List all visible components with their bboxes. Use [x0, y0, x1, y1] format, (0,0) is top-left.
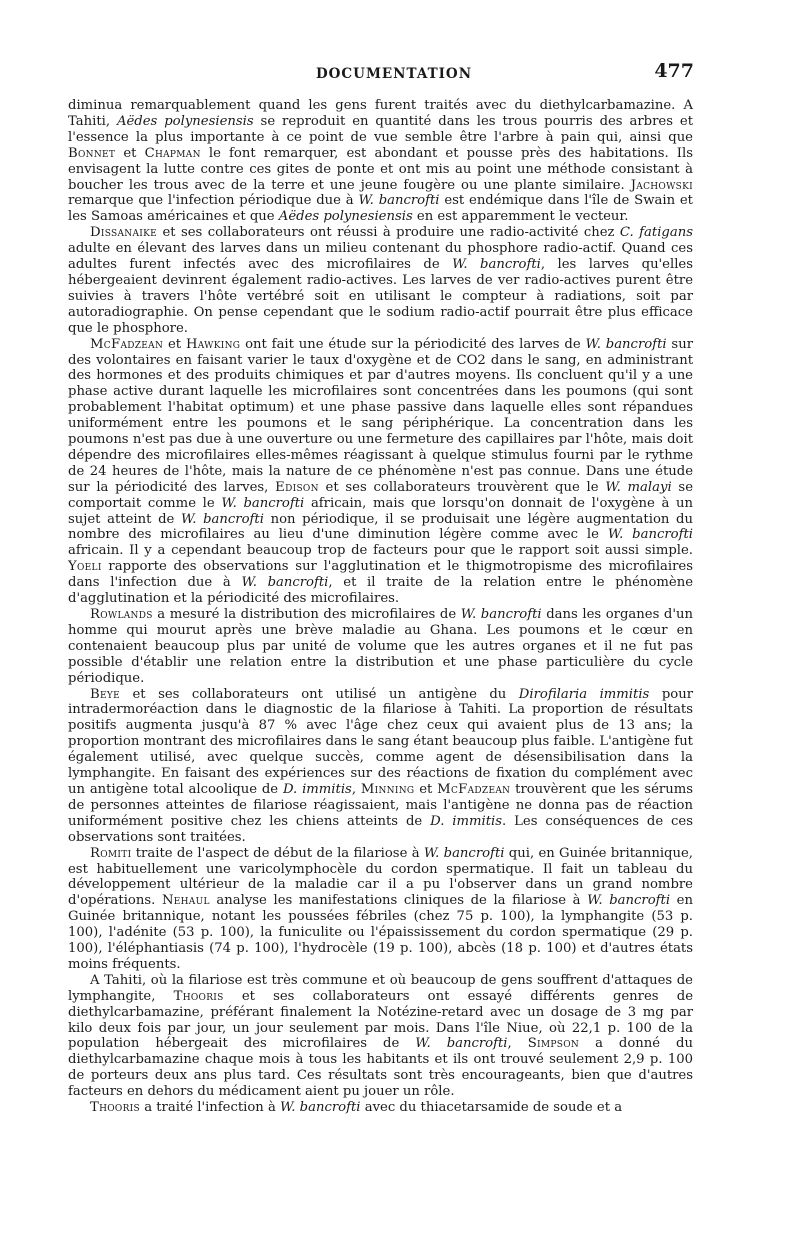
text-run: ,: [351, 781, 361, 797]
species-name: Dirofilaria immitis: [518, 686, 650, 702]
text-run: traite de l'aspect de début de la filariose à: [131, 845, 424, 861]
paragraph: [68, 846, 693, 973]
text-run: remarque que l'infection périodique due à: [68, 193, 359, 209]
species-name: W. bancrofti: [587, 893, 671, 909]
species-name: W. bancrofti: [460, 607, 542, 622]
paragraph: [68, 337, 693, 607]
paragraph: [68, 98, 693, 225]
page-number: 477: [654, 60, 694, 82]
species-name: W. malayi: [605, 479, 672, 495]
text-run: en Guinée britannique, notant les poussées fébriles (chez 75 p. 100), la lymphangite (53 p. 100), l'adénite (53 p. 100), la funiculite ou l'épaississement du cordon spermatique (29 p. 100), l'éléphantiasis (74 p. 100), l'hydrocèle (19 p. 100), abcès (18 p. 100) et d'autres états moins fréquents.: [68, 893, 693, 972]
author-name: Beye: [90, 686, 120, 702]
text-run: et ses collaborateurs ont essayé différents genres de diethylcarbamazine, préférant finalement la Notézine-retard avec un dosage de 3 mg par kilo deux fois par jour, un jour seulement par mois. Dans l'île Niue, où 22,1 p. 100 de la population hébergeait des microfilaires de: [68, 988, 693, 1052]
author-name: Thooris: [90, 1100, 140, 1116]
author-name: Rowlands: [90, 607, 153, 622]
text-run: en est apparemment le vecteur.: [412, 209, 629, 225]
species-name: W. bancrofti: [280, 1100, 361, 1116]
species-name: Aëdes polynesiensis: [116, 113, 254, 129]
text-run: et ses collaborateurs ont réussi à produire une radio-activité chez: [157, 225, 620, 241]
author-name: Jachowski: [630, 177, 693, 193]
text-run: a traité l'infection à: [140, 1100, 281, 1116]
author-name: Minning: [360, 781, 415, 797]
text-run: , et il traite de la relation entre le phénomène d'agglutination et la périodicité des microfilaires.: [68, 575, 693, 607]
text-run: non périodique, il se produisait une légère augmentation du nombre des microfilaires au lieu d'une diminution légère comme avec le: [68, 511, 693, 543]
species-name: D. immitis: [430, 813, 503, 829]
paragraph: [68, 1100, 693, 1116]
paragraph: [68, 973, 693, 1100]
text-run: se reproduit en quantité dans les trous pourris des arbres et l'essence la plus importante à ce point de vue semble être l'arbre à pain qui, ainsi que: [68, 113, 694, 145]
text-run: africain, mais que lorsqu'on donnait de l'oxygène à un sujet atteint de: [68, 495, 694, 527]
author-name: Edison: [275, 479, 319, 495]
author-name: McFadzean: [437, 781, 511, 797]
author-name: Chapman: [144, 145, 201, 161]
author-name: Yoeli: [68, 559, 102, 575]
text-run: et: [414, 781, 438, 797]
text-run: sur des volontaires en faisant varier le taux d'oxygène et de CO2 dans le sang, en administrant des hormones et des produits chimiques et par d'autres moyens. Ils concluent qu'il y a une phase active durant laquelle les microfilaires sont concentrées dans les poumons (qui sont probablement l'habitat optimum) et une phase passive dans laquelle elles sont répandues uniformément entre les poumons et le sang périphérique. La concentration dans les poumons n'est pas due à une ouverture ou une fermeture des capillaires par l'hôte, mais doit dépendre des microfilaires elles-mêmes réagissant à quelque stimulus fourni par le rythme de 24 heures de l'hôte, mais la nature de ce phénomène n'est pas connue. Dans une étude sur la périodicité des larves,: [68, 336, 693, 495]
paragraph: [68, 687, 693, 846]
text-run: a donné du diethylcarbamazine chaque mois à tous les habitants et ils ont trouvé seulement 2,9 p. 100 de porteurs deux ans plus tard. Ces résultats sont très encourageants, bien que d'autres facteurs en dehors du médicament aient pu jouer un rôle.: [68, 1036, 693, 1100]
author-name: Simpson: [527, 1036, 580, 1052]
species-name: W. bancrofti: [452, 257, 541, 273]
text-run: le font remarquer, est abondant et pousse près des habitations. Ils envisagent la lutte contre ces gites de ponte et ont mis au point une méthode consistant à boucher les trous avec de la terre et une jeune fougère ou une plante similaire.: [68, 145, 693, 193]
text-run: et: [115, 145, 145, 161]
author-name: Romiti: [90, 845, 132, 861]
paragraph: [68, 607, 693, 687]
text-run: a mesuré la distribution des microfilaires de: [152, 607, 461, 622]
species-name: W. bancrofti: [221, 495, 305, 511]
text-run: avec du thiacetarsamide de soude et a: [360, 1100, 623, 1116]
text-run: et: [163, 336, 186, 352]
species-name: W. bancrofti: [585, 336, 667, 352]
species-name: C. fatigans: [619, 225, 693, 241]
text-run: ont fait une étude sur la périodicité des larves de: [240, 336, 586, 352]
text-run: se comportait comme le: [68, 479, 694, 511]
text-run: A Tahiti, où la filariose est très commune et où beaucoup de gens souffrent d'attaques de lymphangite,: [68, 972, 693, 1004]
author-name: McFadzean: [90, 336, 164, 352]
author-name: Hawking: [185, 336, 241, 352]
paragraph: [68, 225, 693, 336]
species-name: W. bancrofti: [180, 511, 264, 527]
text-run: africain. Il y a cependant beaucoup trop de facteurs pour que le rapport soit aussi simple.: [68, 543, 693, 559]
species-name: W. bancrofti: [607, 527, 693, 543]
text-run: dans les organes d'un homme qui mourut après une brève maladie au Ghana. Les poumons et le cœur en contenaient beaucoup plus par unité de volume que les autres organes et il ne fut pas possible d'établir une relation entre la distribution et une phase particulière du cycle périodique.: [68, 607, 693, 686]
page-header: [90, 60, 698, 88]
species-name: W. bancrofti: [415, 1036, 508, 1052]
body-text: [68, 98, 693, 1116]
text-run: et ses collaborateurs ont utilisé un antigène du: [119, 686, 519, 702]
running-title: DOCUMENTATION: [315, 66, 473, 82]
text-run: trouvèrent que les sérums de personnes atteintes de filariose réagissaient, mais l'antigène ne donna pas de réaction uniformément positive chez les chiens atteints de: [68, 781, 694, 829]
species-name: Aëdes polynesiensis: [278, 209, 413, 225]
species-name: W. bancrofti: [358, 193, 440, 209]
text-run: , les larves qu'elles hébergeaient devinrent également radio-actives. Les larves de ver radio-actives purent être suivies à travers l'hôte vertébré soit en utilisant le compteur à radiations, soit par autoradiographie. On pense cependant que le sodium radio-actif pourrait être plus efficace que le phosphore.: [68, 257, 693, 336]
text-run: ,: [507, 1036, 528, 1052]
text-run: . Les conséquences de ces observations sont traitées.: [68, 813, 693, 845]
text-run: est endémique dans l'île de Swain et les Samoas américaines et que: [68, 193, 693, 225]
species-name: W. bancrofti: [423, 845, 505, 861]
text-run: pour intradermoréaction dans le diagnostic de la filariose à Tahiti. La proportion de résultats positifs augmenta jusqu'à 87 % avec l'âge chez ceux qui avaient plus de 13 ans; la proportion montrant des microfilaires dans le sang étant beaucoup plus faible. L'antigène fut également utilisé, avec quelque succès, comme agent de désensibilisation dans la lymphangite. En faisant des expériences sur des réactions de fixation du complément avec un antigène total alcoolique de: [68, 686, 693, 797]
text-run: et ses collaborateurs trouvèrent que le: [318, 479, 606, 495]
text-run: rapporte des observations sur l'agglutination et le thigmotropisme des microfilaires dans l'infection due à: [68, 559, 693, 591]
author-name: Thooris: [173, 988, 224, 1004]
text-run: adulte en élevant des larves dans un milieu contenant du phosphore radio-actif. Quand ces adultes furent infectés avec des microfilaires de: [68, 241, 693, 273]
text-run: diminua remarquablement quand les gens furent traités avec du diethylcarbamazine. A Tahiti,: [68, 98, 693, 129]
author-name: Dissanaike: [90, 225, 158, 241]
species-name: D. immitis: [282, 781, 352, 797]
text-run: qui, en Guinée britannique, est habituellement une varicolymphocèle du cordon spermatique. Il fait un tableau du développement ultérieur de la maladie car il a pu l'observer dans un grand nombre d'opérations.: [68, 845, 693, 909]
author-name: Nehaul: [161, 893, 210, 909]
text-run: analyse les manifestations cliniques de la filariose à: [209, 893, 588, 909]
species-name: W. bancrofti: [241, 575, 329, 591]
author-name: Bonnet: [68, 145, 116, 161]
